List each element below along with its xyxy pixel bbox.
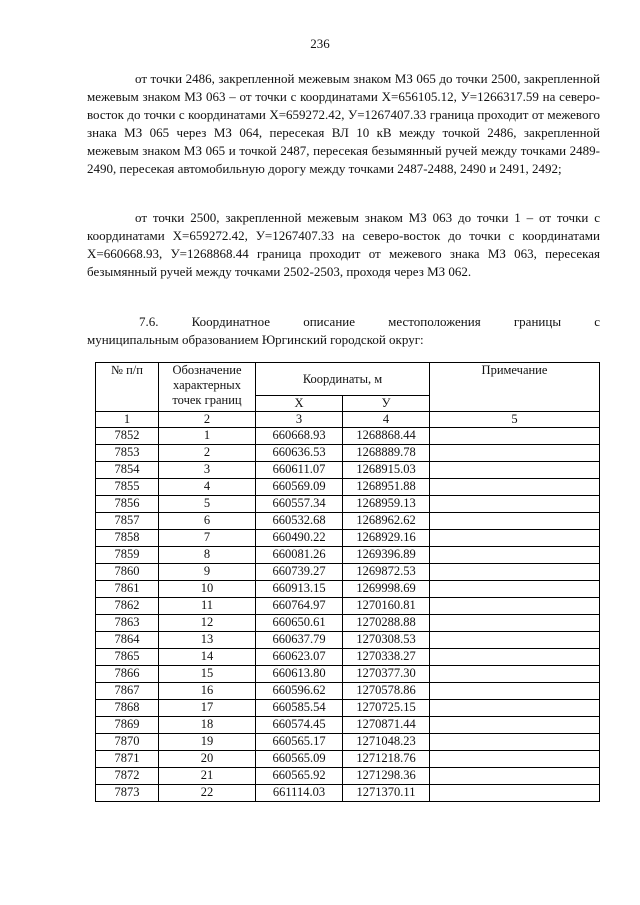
section-word: описание	[303, 314, 355, 329]
cell-num: 7856	[96, 496, 159, 513]
cell-y: 1269872.53	[343, 564, 430, 581]
cell-note	[430, 445, 600, 462]
cell-x: 660668.93	[256, 428, 343, 445]
cell-y: 1271370.11	[343, 785, 430, 802]
cell-num: 7859	[96, 547, 159, 564]
cell-x: 660623.07	[256, 649, 343, 666]
cell-note	[430, 785, 600, 802]
header-point: Обозначение характерных точек границ	[159, 363, 256, 412]
cell-x: 660739.27	[256, 564, 343, 581]
cell-num: 7857	[96, 513, 159, 530]
table-row	[96, 649, 600, 666]
table-row	[96, 581, 600, 598]
cell-x: 660565.17	[256, 734, 343, 751]
header-note: Примечание	[430, 363, 600, 412]
cell-point: 3	[159, 462, 256, 479]
cell-num: 7869	[96, 717, 159, 734]
cell-note	[430, 700, 600, 717]
section-heading-line1	[87, 313, 600, 331]
cell-num: 7854	[96, 462, 159, 479]
cell-point: 18	[159, 717, 256, 734]
table-row	[96, 683, 600, 700]
cell-note	[430, 649, 600, 666]
cell-y: 1270308.53	[343, 632, 430, 649]
paragraph-boundary-2500-1	[87, 209, 600, 281]
cell-num: 7866	[96, 666, 159, 683]
table-row	[96, 615, 600, 632]
cell-point: 4	[159, 479, 256, 496]
cell-point: 13	[159, 632, 256, 649]
cell-point: 19	[159, 734, 256, 751]
cell-x: 660565.92	[256, 768, 343, 785]
cell-x: 660574.45	[256, 717, 343, 734]
cell-note	[430, 428, 600, 445]
cell-y: 1270578.86	[343, 683, 430, 700]
header-coords: Координаты, м	[256, 363, 430, 396]
cell-point: 21	[159, 768, 256, 785]
cell-note	[430, 666, 600, 683]
table-row	[96, 547, 600, 564]
cell-point: 10	[159, 581, 256, 598]
header-x: Х	[256, 396, 343, 412]
cell-y: 1270377.30	[343, 666, 430, 683]
cell-y: 1268951.88	[343, 479, 430, 496]
table-row	[96, 496, 600, 513]
table-row	[96, 513, 600, 530]
cell-x: 660613.80	[256, 666, 343, 683]
section-word: Координатное	[191, 314, 271, 329]
cell-note	[430, 751, 600, 768]
cell-y: 1268929.16	[343, 530, 430, 547]
cell-y: 1270288.88	[343, 615, 430, 632]
cell-point: 20	[159, 751, 256, 768]
cell-point: 1	[159, 428, 256, 445]
cell-point: 14	[159, 649, 256, 666]
index-cell: 1	[96, 412, 159, 428]
cell-x: 660569.09	[256, 479, 343, 496]
cell-point: 16	[159, 683, 256, 700]
table-row	[96, 462, 600, 479]
paragraph-text: от точки 2500, закрепленной межевым знаком МЗ 063 до точки 1 – от точки с координатами Х=659272.42, У=1267407.33 на северо-восток до точки с координатами Х=660668.93, У=1268868.44 граница проходит от межевого знака МЗ 063, пересекая безымянный ручей между точками 2502-2503, проходя через МЗ 062.	[87, 210, 600, 279]
section-word: границы	[513, 314, 562, 329]
section-number: 7.6.	[139, 314, 159, 329]
cell-num: 7864	[96, 632, 159, 649]
cell-x: 660081.26	[256, 547, 343, 564]
cell-point: 2	[159, 445, 256, 462]
table-row	[96, 530, 600, 547]
cell-x: 661114.03	[256, 785, 343, 802]
cell-point: 7	[159, 530, 256, 547]
section-word: с	[594, 314, 600, 329]
cell-y: 1270871.44	[343, 717, 430, 734]
table-row	[96, 768, 600, 785]
table-row	[96, 700, 600, 717]
table-row	[96, 598, 600, 615]
cell-num: 7870	[96, 734, 159, 751]
cell-note	[430, 547, 600, 564]
cell-x: 660565.09	[256, 751, 343, 768]
cell-x: 660636.53	[256, 445, 343, 462]
cell-point: 11	[159, 598, 256, 615]
table-body	[96, 428, 600, 802]
cell-point: 5	[159, 496, 256, 513]
table-row	[96, 734, 600, 751]
cell-y: 1268868.44	[343, 428, 430, 445]
cell-note	[430, 530, 600, 547]
cell-point: 9	[159, 564, 256, 581]
cell-note	[430, 615, 600, 632]
cell-note	[430, 683, 600, 700]
header-num: № п/п	[96, 363, 159, 412]
cell-note	[430, 632, 600, 649]
section-heading-line2: муниципальным образованием Юргинский городской округ:	[87, 332, 424, 347]
page-number: 236	[310, 36, 330, 51]
cell-point: 22	[159, 785, 256, 802]
cell-y: 1268962.62	[343, 513, 430, 530]
cell-y: 1268915.03	[343, 462, 430, 479]
cell-note	[430, 598, 600, 615]
cell-y: 1269998.69	[343, 581, 430, 598]
cell-point: 8	[159, 547, 256, 564]
cell-note	[430, 734, 600, 751]
cell-y: 1270725.15	[343, 700, 430, 717]
cell-point: 17	[159, 700, 256, 717]
cell-num: 7873	[96, 785, 159, 802]
cell-num: 7872	[96, 768, 159, 785]
cell-x: 660637.79	[256, 632, 343, 649]
cell-y: 1271048.23	[343, 734, 430, 751]
cell-num: 7858	[96, 530, 159, 547]
index-cell: 4	[343, 412, 430, 428]
cell-x: 660596.62	[256, 683, 343, 700]
cell-note	[430, 717, 600, 734]
table-row	[96, 564, 600, 581]
cell-x: 660650.61	[256, 615, 343, 632]
table-row	[96, 632, 600, 649]
table-row	[96, 428, 600, 445]
cell-x: 660611.07	[256, 462, 343, 479]
cell-note	[430, 581, 600, 598]
section-word: местоположения	[388, 314, 481, 329]
table-row	[96, 445, 600, 462]
cell-note	[430, 513, 600, 530]
header-y: У	[343, 396, 430, 412]
paragraph-text: от точки 2486, закрепленной межевым знаком МЗ 065 до точки 2500, закрепленной межевым знаком МЗ 063 – от точки с координатами Х=656105.12, У=1266317.59 на северо-восток до точки с координатами Х=659272.42, У=1267407.33 граница проходит от межевого знака МЗ 065 через МЗ 064, пересекая ВЛ 10 кВ между точкой 2486, закрепленной межевым знаком МЗ 065 и точкой 2487, пересекая безымянный ручей между точками 2489-2490, пересекая автомобильную дорогу между точками 2487-2488, 2490 и 2491, 2492;	[87, 71, 600, 176]
cell-note	[430, 462, 600, 479]
cell-note	[430, 768, 600, 785]
cell-x: 660490.22	[256, 530, 343, 547]
cell-note	[430, 496, 600, 513]
cell-point: 15	[159, 666, 256, 683]
cell-num: 7865	[96, 649, 159, 666]
cell-num: 7871	[96, 751, 159, 768]
cell-y: 1268889.78	[343, 445, 430, 462]
table-header-row	[96, 363, 600, 396]
section-heading	[87, 313, 600, 349]
cell-y: 1270338.27	[343, 649, 430, 666]
cell-y: 1269396.89	[343, 547, 430, 564]
cell-y: 1270160.81	[343, 598, 430, 615]
cell-x: 660585.54	[256, 700, 343, 717]
cell-num: 7853	[96, 445, 159, 462]
index-cell: 5	[430, 412, 600, 428]
index-cell: 2	[159, 412, 256, 428]
cell-point: 12	[159, 615, 256, 632]
cell-x: 660764.97	[256, 598, 343, 615]
cell-note	[430, 479, 600, 496]
cell-x: 660913.15	[256, 581, 343, 598]
table-row	[96, 666, 600, 683]
cell-x: 660532.68	[256, 513, 343, 530]
cell-num: 7860	[96, 564, 159, 581]
index-cell: 3	[256, 412, 343, 428]
cell-num: 7861	[96, 581, 159, 598]
cell-y: 1271218.76	[343, 751, 430, 768]
cell-num: 7868	[96, 700, 159, 717]
table-row	[96, 717, 600, 734]
cell-num: 7867	[96, 683, 159, 700]
cell-num: 7863	[96, 615, 159, 632]
cell-y: 1268959.13	[343, 496, 430, 513]
table-row	[96, 479, 600, 496]
cell-num: 7852	[96, 428, 159, 445]
cell-note	[430, 564, 600, 581]
table-index-row	[96, 412, 600, 428]
cell-point: 6	[159, 513, 256, 530]
cell-y: 1271298.36	[343, 768, 430, 785]
table-row	[96, 751, 600, 768]
paragraph-boundary-2486-2500	[87, 70, 600, 178]
coordinates-table	[95, 362, 600, 802]
cell-x: 660557.34	[256, 496, 343, 513]
table-row	[96, 785, 600, 802]
cell-num: 7862	[96, 598, 159, 615]
cell-num: 7855	[96, 479, 159, 496]
